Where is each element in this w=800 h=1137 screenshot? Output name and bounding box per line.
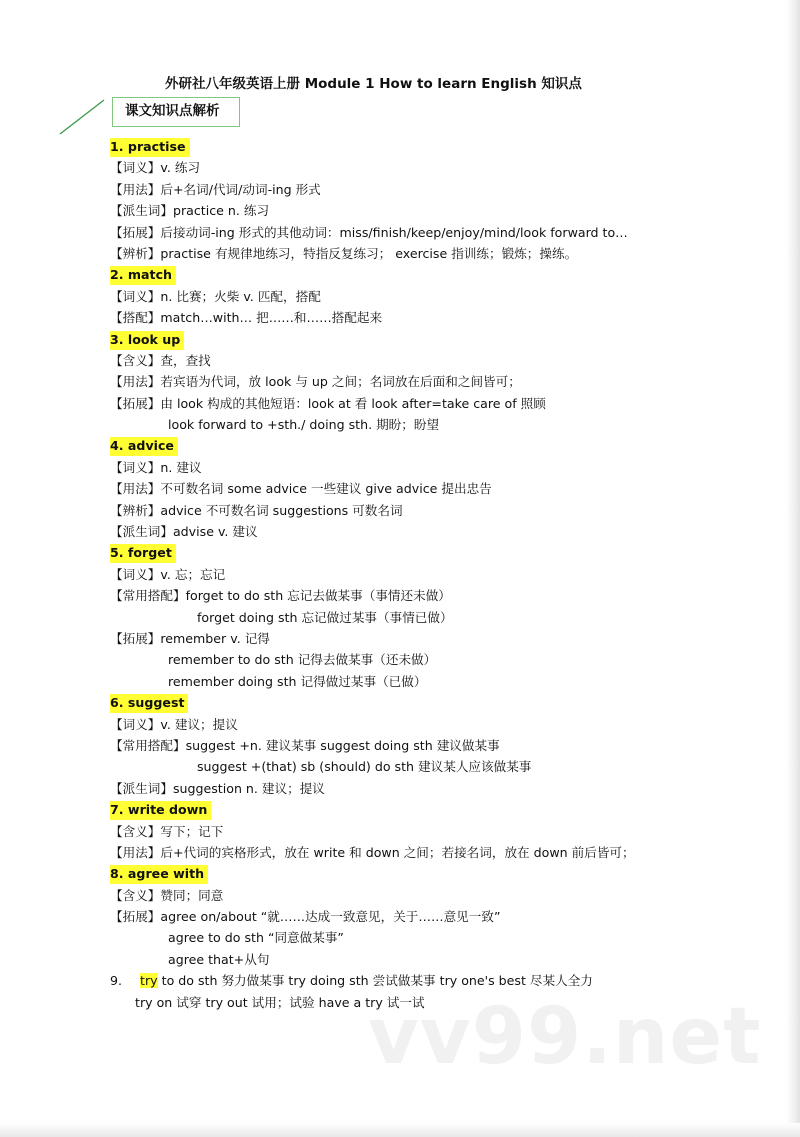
text-line: agree that+从句	[168, 951, 270, 967]
text-line: forget doing sth 忘记做过某事（事情已做）	[197, 609, 453, 625]
text-line: 【词义】v. 忘；忘记	[110, 566, 226, 582]
section-heading	[110, 542, 760, 563]
text-line: 【辨析】practise 有规律地练习，特指反复练习； exercise 指训练；锻炼；操练。	[110, 245, 578, 261]
text-line: 【用法】若宾语为代词，放 look 与 up 之间；名词放在后面和之间皆可；	[110, 374, 521, 390]
text-line: remember doing sth 记得做过某事（已做）	[168, 673, 427, 689]
text-line: 【含义】写下；记下	[110, 823, 224, 839]
text-line: 【拓展】由 look 构成的其他短语：look at 看 look after=take care of 照顾	[110, 395, 546, 411]
text-line: remember to do sth 记得去做某事（还未做）	[168, 652, 437, 668]
text-line: 【词义】v. 建议；提议	[110, 716, 238, 732]
highlighted-heading: 1. practise	[110, 138, 190, 157]
highlighted-heading: 5. forget	[110, 544, 176, 563]
highlighted-heading: 3. look up	[110, 331, 184, 350]
text-line: 【词义】v. 练习	[110, 160, 201, 176]
text-line: 【辨析】advice 不可数名词 suggestions 可数名词	[110, 502, 403, 518]
item-9-try-highlight: try	[140, 973, 158, 989]
item-9-number: 9.	[110, 973, 123, 989]
section-heading	[110, 692, 760, 713]
text-line: 【用法】后+代词的宾格形式，放在 write 和 down 之间；若接名词，放在 down 前后皆可；	[110, 844, 635, 860]
section-label: 课文知识点解析	[125, 103, 220, 119]
text-line: look forward to +sth./ doing sth. 期盼；盼望	[168, 417, 440, 433]
highlighted-heading: 8. agree with	[110, 865, 208, 884]
page-edge-bottom	[0, 1123, 800, 1137]
document-content	[110, 136, 760, 1013]
section-heading	[110, 136, 760, 157]
section-heading	[110, 435, 760, 456]
highlighted-heading: 6. suggest	[110, 694, 188, 713]
section-heading	[110, 264, 760, 285]
highlighted-heading: 2. match	[110, 266, 176, 285]
text-line: 【拓展】agree on/about “就……达成一致意见，关于……意见一致”	[110, 909, 501, 925]
watermark: vv99.net	[368, 992, 762, 1082]
highlighted-heading: 4. advice	[110, 437, 178, 456]
item-9-line-2: try on 试穿 try out 试用；试验 have a try 试一试	[135, 994, 425, 1010]
section-heading	[110, 863, 760, 884]
page-title: 外研社八年级英语上册 Module 1 How to learn English 知识点	[165, 76, 582, 92]
text-line: 【拓展】后接动词-ing 形式的其他动词：miss/finish/keep/enjoy/mind/look forward to…	[110, 224, 628, 240]
section-heading	[110, 799, 760, 820]
text-line: 【含义】查，查找	[110, 352, 211, 368]
text-line: 【搭配】match…with… 把……和……搭配起来	[110, 310, 383, 326]
section-label-box	[112, 97, 240, 127]
text-line: 【派生词】practice n. 练习	[110, 203, 270, 219]
text-line: 【词义】n. 比赛；火柴 v. 匹配，搭配	[110, 288, 321, 304]
section-heading	[110, 329, 760, 350]
text-line: 【含义】赞同；同意	[110, 887, 224, 903]
text-line: 【常用搭配】forget to do sth 忘记去做某事（事情还未做）	[110, 588, 451, 604]
highlighted-heading: 7. write down	[110, 801, 211, 820]
document-lines	[110, 136, 760, 970]
text-line: 【常用搭配】suggest +n. 建议某事 suggest doing sth 建议做某事	[110, 737, 500, 753]
text-line: agree to do sth “同意做某事”	[168, 930, 344, 946]
text-line: 【拓展】remember v. 记得	[110, 630, 270, 646]
text-line: 【派生词】advise v. 建议	[110, 524, 258, 540]
decorative-slash-line	[58, 98, 108, 138]
text-line: 【用法】不可数名词 some advice 一些建议 give advice 提出忠告	[110, 481, 492, 497]
text-line: 【派生词】suggestion n. 建议；提议	[110, 780, 325, 796]
text-line: 【用法】后+名词/代词/动词-ing 形式	[110, 181, 321, 197]
text-line: 【词义】n. 建议	[110, 459, 202, 475]
page-edge-right	[786, 0, 800, 1137]
item-9-line	[110, 970, 760, 991]
text-line: suggest +(that) sb (should) do sth 建议某人应该做某事	[197, 759, 532, 775]
item-9-text: to do sth 努力做某事 try doing sth 尝试做某事 try one's best 尽某人全力	[157, 973, 593, 989]
